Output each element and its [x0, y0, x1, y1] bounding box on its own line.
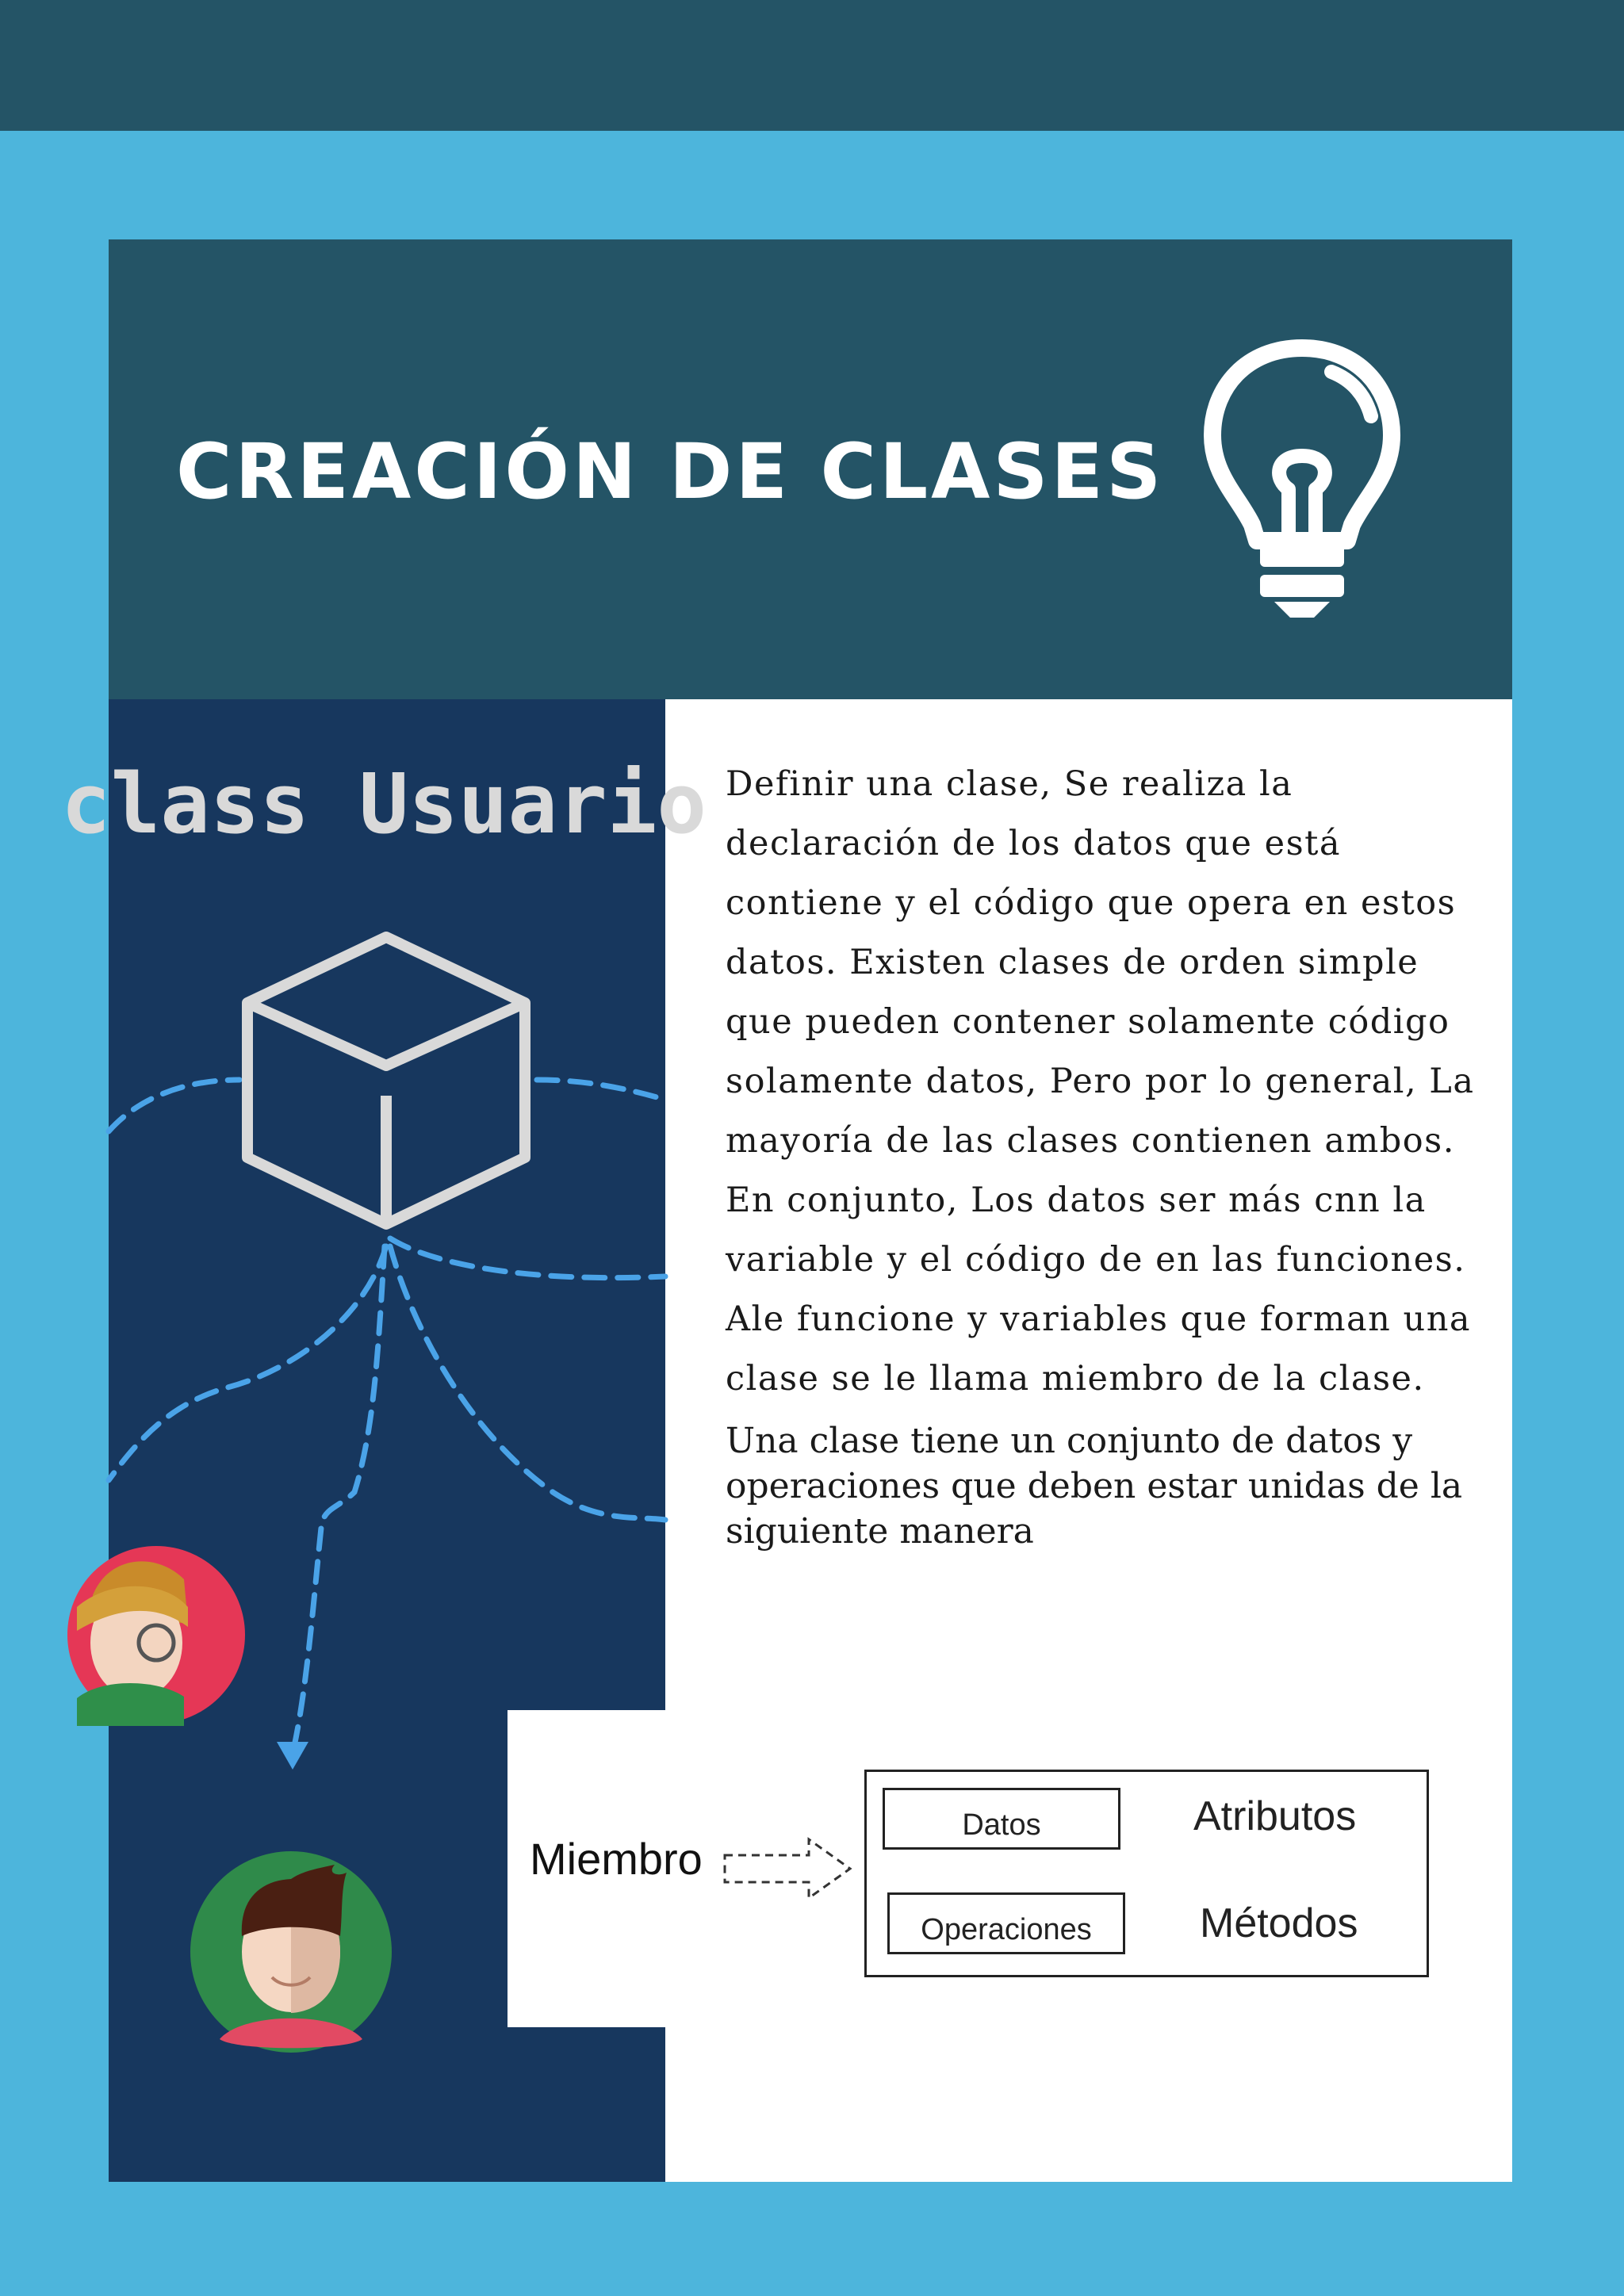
operations-box: Operaciones — [887, 1892, 1125, 1954]
class-member-diagram — [508, 1710, 1512, 2027]
methods-label: Métodos — [1200, 1900, 1358, 1946]
dashed-arrow-icon — [722, 1833, 856, 1904]
member-label: Miembro — [530, 1834, 703, 1884]
summary-paragraph: Una clase tiene un conjunto de datos y operaciones que deben estar unidas de la siguiente manera — [726, 1421, 1463, 1552]
definition-paragraph: Definir una clase, Se realiza la declaración de los datos que está contiene y el código que opera en estos datos. Existen clases de orden simple que pueden contener solamente código solamente datos, Pero por lo general, La mayoría de las clases contienen ambos. En conjunto, Los datos ser más cnn la variable y el código de en las funciones. Ale funcione y variables que forman una clase se le llama miembro de la clase. — [726, 764, 1475, 1399]
top-bar — [0, 0, 1624, 131]
class-structure-box — [864, 1770, 1429, 1977]
code-label: class Usuario — [61, 756, 707, 852]
user-avatar-man-icon — [190, 1851, 392, 2053]
attributes-label: Atributos — [1193, 1793, 1357, 1839]
lightbulb-icon — [1195, 331, 1409, 624]
text-column — [726, 755, 1487, 1554]
user-avatar-woman-icon — [67, 1546, 245, 1726]
cube-icon — [247, 937, 525, 1224]
page-title: CREACIÓN DE CLASES — [176, 427, 1165, 516]
data-box: Datos — [883, 1788, 1120, 1850]
header-banner — [109, 239, 1512, 699]
content-card — [61, 239, 1512, 2182]
